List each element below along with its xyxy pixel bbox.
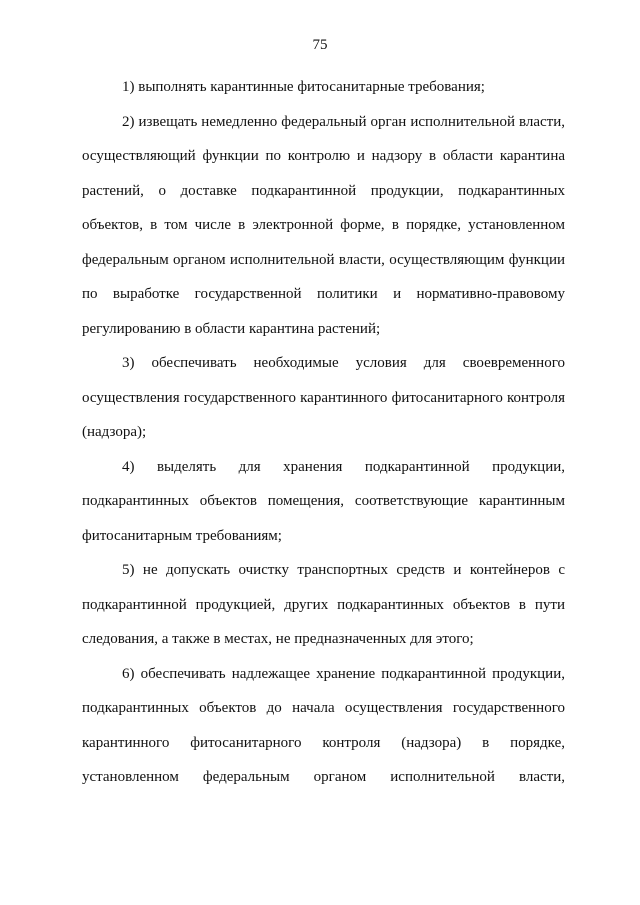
- paragraph-item-2: 2) извещать немедленно федеральный орган исполнительной власти, осуществляющий функции по контролю и надзору в области карантина растений, о доставке подкарантинной продукции, подкарантинных объектов, в том числе в электронной форме, в порядке, установленном федеральным органом исполнительной власти, осуществляющим функции по выработке государственной политики и нормативно-правовому регулированию в области карантина растений;: [82, 113, 565, 337]
- paragraph-item-6: 6) обеспечивать надлежащее хранение подкарантинной продукции, подкарантинных объектов до начала осуществления государственного карантинного фитосанитарного контроля (надзора) в порядке, установленном федеральным органом исполнительной власти,: [82, 665, 565, 785]
- paragraph-item-1: 1) выполнять карантинные фитосанитарные требования;: [122, 79, 485, 95]
- paragraph-item-3: 3) обеспечивать необходимые условия для своевременного осуществления государственного карантинного фитосанитарного контроля (надзора);: [82, 355, 565, 440]
- page-number: 75: [312, 37, 328, 53]
- paragraph-item-4: 4) выделять для хранения подкарантинной продукции, подкарантинных объектов помещения, соответствующие карантинным фитосанитарным требованиям;: [82, 458, 565, 544]
- paragraph-item-5: 5) не допускать очистку транспортных средств и контейнеров с подкарантинной продукцией, других подкарантинных объектов в пути следования, а также в местах, не предназначенных для этого;: [82, 562, 565, 647]
- document-body: [82, 70, 565, 795]
